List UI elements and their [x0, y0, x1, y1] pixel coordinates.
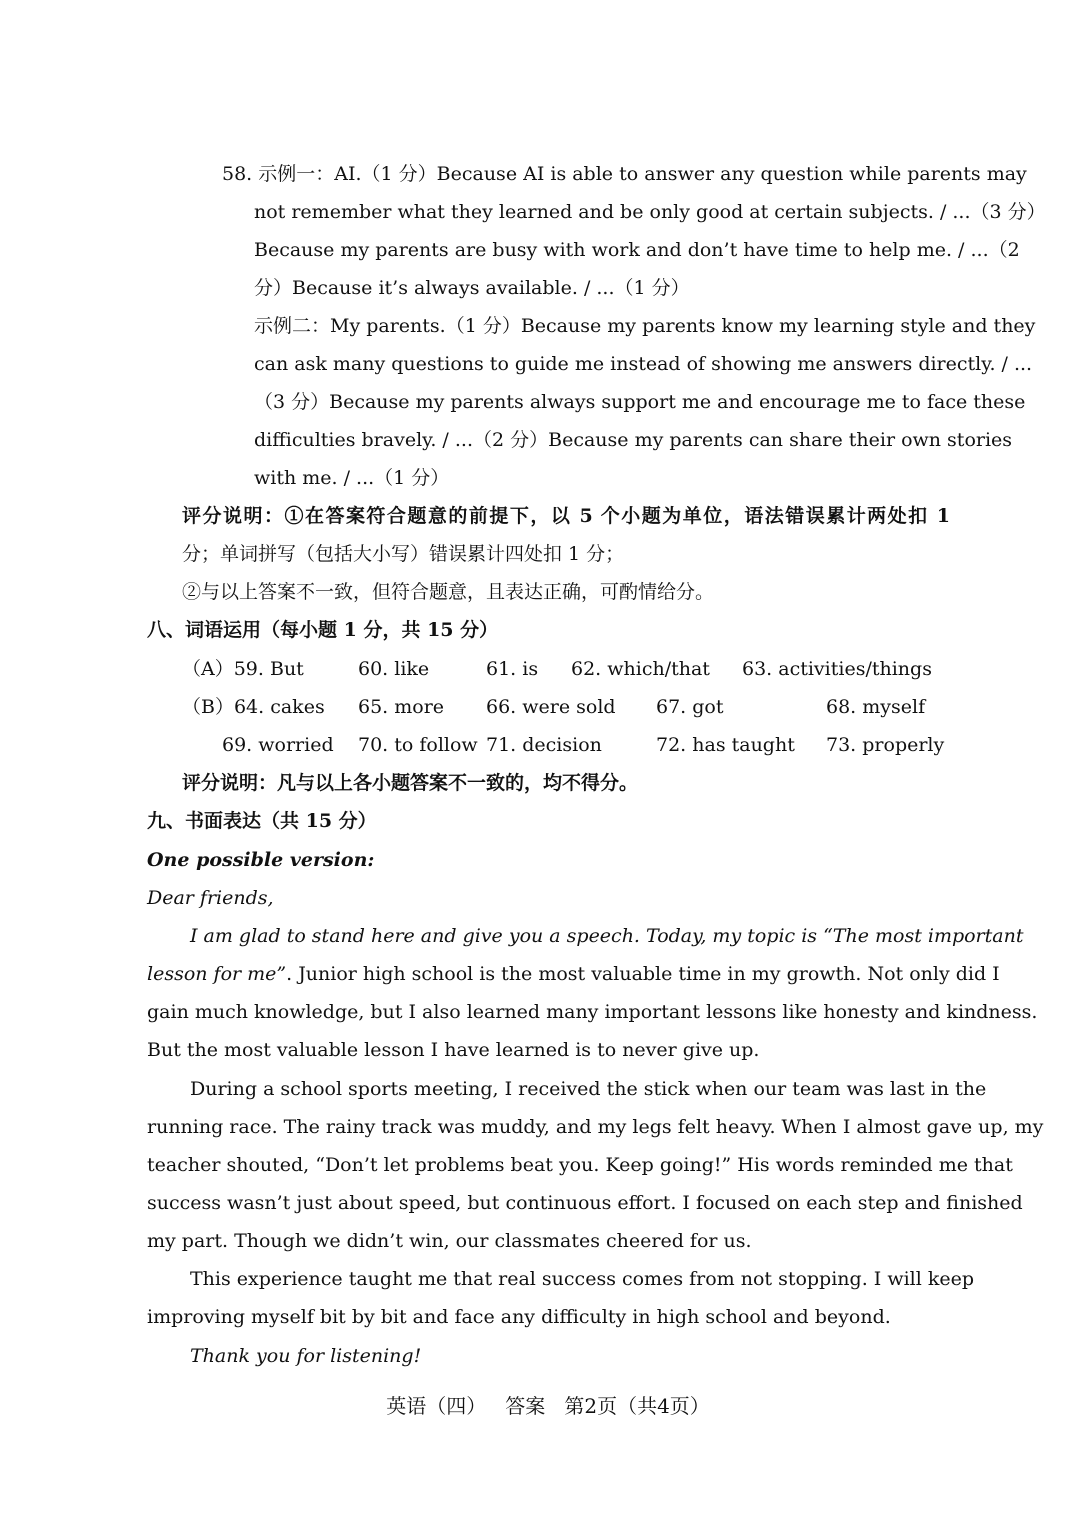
answer-68: 68. myself: [826, 696, 926, 718]
answer-61: 61. is: [486, 658, 539, 680]
section-9-heading: 九、书面表达（共 15 分）: [147, 810, 377, 832]
section-8-heading: 八、词语运用（每小题 1 分，共 15 分）: [147, 619, 499, 641]
q58-line: can ask many questions to guide me instead of showing me answers directly. / ...: [254, 353, 1033, 375]
essay-text: . Junior high school is the most valuable time in my growth. Not only did I: [286, 963, 1000, 985]
essay-line: my part. Though we didn’t win, our classmates cheered for us.: [147, 1230, 752, 1252]
q58-line: 58. 示例一：AI.（1 分）Because AI is able to answer any question while parents may: [222, 163, 1027, 185]
q58-line: （3 分）Because my parents always support me and encourage me to face these: [254, 391, 1026, 413]
answer-70: 70. to follow: [358, 734, 478, 756]
essay-topic-italic: lesson for me”: [147, 963, 287, 985]
essay-line: But the most valuable lesson I have learned is to never give up.: [147, 1039, 760, 1061]
answer-60: 60. like: [358, 658, 430, 680]
q58-line: 分）Because it’s always available. / ...（1 分）: [254, 277, 690, 299]
q58-line: difficulties bravely. / ...（2 分）Because my parents can share their own stories: [254, 429, 1013, 451]
essay-line: teacher shouted, “Don’t let problems beat you. Keep going!” His words reminded me that: [147, 1154, 1013, 1176]
q58-line: not remember what they learned and be only good at certain subjects. / ...（3 分）: [254, 201, 1046, 223]
essay-line: improving myself bit by bit and face any difficulty in high school and beyond.: [147, 1306, 891, 1328]
answer-59: （A）59. But: [182, 658, 304, 680]
essay-line: During a school sports meeting, I received the stick when our team was last in the: [190, 1078, 987, 1100]
greeting: Dear friends,: [147, 887, 274, 909]
essay-line: success wasn’t just about speed, but continuous effort. I focused on each step and finished: [147, 1192, 1023, 1214]
answer-65: 65. more: [358, 696, 445, 718]
closing: Thank you for listening!: [190, 1345, 422, 1367]
q58-line: Because my parents are busy with work and don’t have time to help me. / ...（2: [254, 239, 1020, 261]
version-label: One possible version:: [147, 849, 375, 871]
answer-67: 67. got: [656, 696, 724, 718]
essay-line: This experience taught me that real success comes from not stopping. I will keep: [190, 1268, 975, 1290]
essay-line: I am glad to stand here and give you a speech. Today, my topic is “The most important: [190, 925, 1024, 947]
essay-line: gain much knowledge, but I also learned many important lessons like honesty and kindness.: [147, 1001, 1038, 1023]
q58-line: with me. / ...（1 分）: [254, 467, 450, 489]
answer-69: 69. worried: [222, 734, 334, 756]
answer-66: 66. were sold: [486, 696, 616, 718]
answer-73: 73. properly: [826, 734, 945, 756]
section-8-scoring-note: 评分说明：凡与以上各小题答案不一致的，均不得分。: [182, 772, 639, 794]
scoring-note-line: 分；单词拼写（包括大小写）错误累计四处扣 1 分；: [182, 543, 625, 565]
essay-line: [147, 962, 1000, 986]
answer-63: 63. activities/things: [742, 658, 932, 680]
q58-line: 示例二：My parents.（1 分）Because my parents know my learning style and they: [254, 315, 1036, 337]
answer-64: （B）64. cakes: [182, 696, 325, 718]
answer-72: 72. has taught: [656, 734, 795, 756]
answer-71: 71. decision: [486, 734, 602, 756]
essay-line: running race. The rainy track was muddy, and my legs felt heavy. When I almost gave up, my: [147, 1116, 1044, 1138]
scoring-note-line: 评分说明：①在答案符合题意的前提下，以 5 个小题为单位，语法错误累计两处扣 1: [182, 505, 950, 527]
scoring-note-line: ②与以上答案不一致，但符合题意，且表达正确，可酌情给分。: [182, 581, 715, 603]
page-footer: 英语（四） 答案 第2页（共4页）: [386, 1394, 710, 1418]
answer-62: 62. which/that: [571, 658, 710, 680]
